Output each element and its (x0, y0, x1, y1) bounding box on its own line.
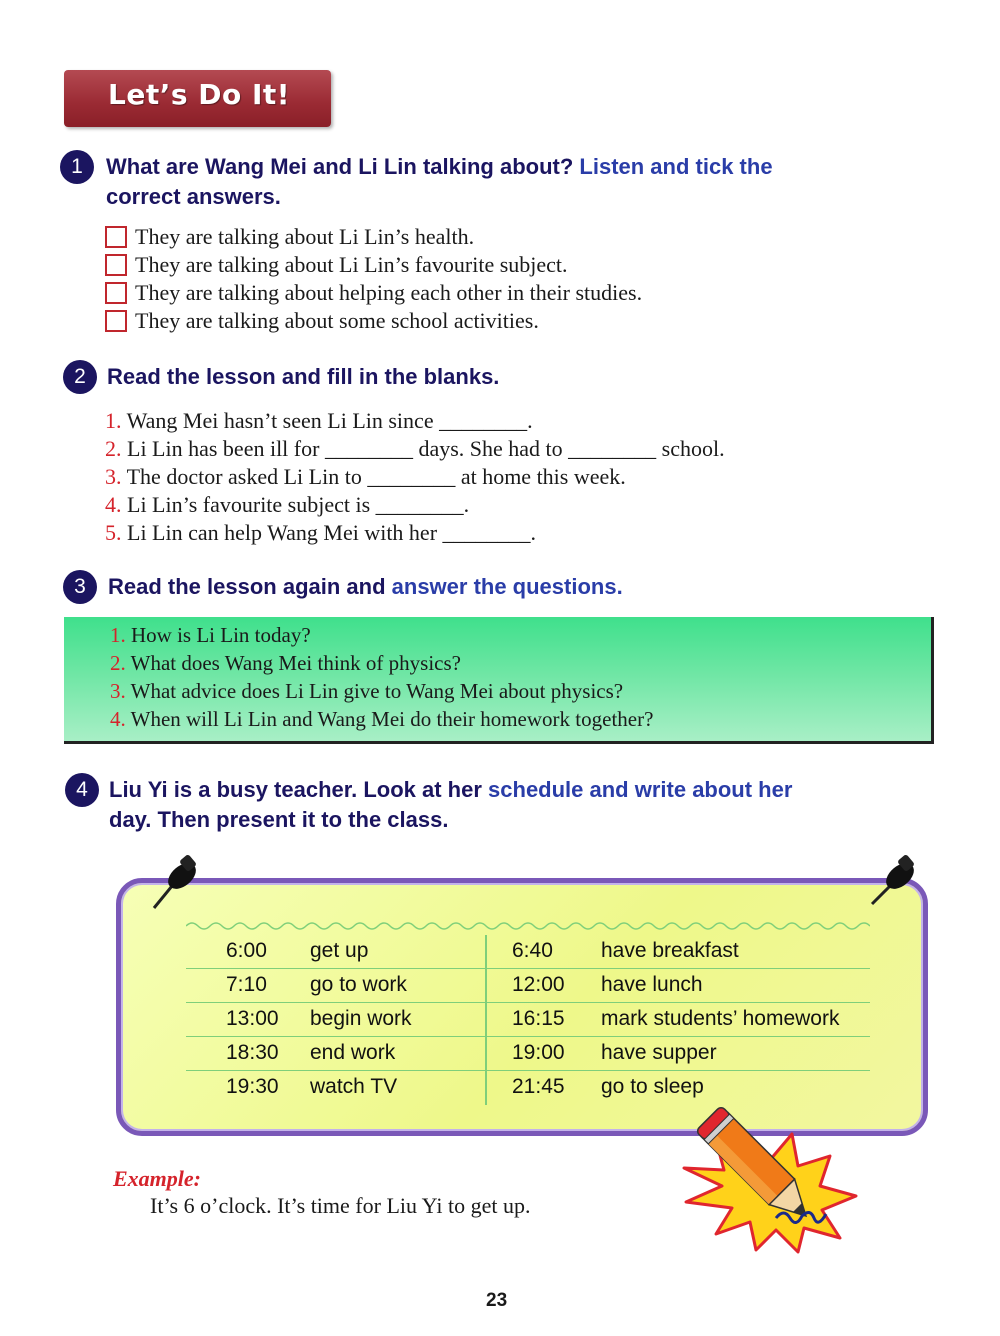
option-label: They are talking about helping each other in their studies. (135, 280, 643, 305)
schedule-row (186, 1003, 870, 1037)
question-text: What advice does Li Lin give to Wang Mei about physics? (130, 679, 624, 703)
section-banner (64, 70, 331, 127)
questions-box (64, 617, 934, 744)
pencil-icon (680, 1090, 880, 1255)
section-number-3: 3 (63, 570, 97, 604)
schedule-time: 18:30 (226, 1041, 279, 1064)
item-number: 5. (105, 520, 122, 545)
question-4 (110, 705, 653, 733)
section3-heading (108, 572, 623, 602)
schedule-time: 7:10 (226, 973, 267, 996)
schedule-activity: go to work (310, 973, 407, 996)
option-1[interactable] (105, 223, 474, 251)
wavy-divider (186, 920, 870, 932)
question-text: What does Wang Mei think of physics? (130, 651, 461, 675)
page-number: 23 (486, 1290, 508, 1311)
section1-heading (106, 152, 926, 212)
schedule-activity: get up (310, 939, 369, 962)
item-text: Li Lin’s favourite subject is ________. (127, 492, 470, 517)
option-label: They are talking about some school activities. (135, 308, 539, 333)
option-label: They are talking about Li Lin’s health. (135, 224, 475, 249)
checkbox[interactable] (105, 254, 127, 276)
section1-heading-part-b: Listen and tick the (573, 154, 773, 179)
question-number: 2. (110, 651, 126, 675)
option-4[interactable] (105, 307, 539, 335)
question-text: When will Li Lin and Wang Mei do their homework together? (130, 707, 654, 731)
schedule-time: 6:00 (226, 939, 267, 962)
pushpin-icon (146, 852, 204, 912)
question-text: How is Li Lin today? (131, 623, 311, 647)
item-number: 3. (105, 464, 122, 489)
schedule-time: 19:30 (226, 1075, 279, 1098)
pushpin-icon (866, 852, 924, 912)
schedule-activity: have lunch (601, 973, 703, 996)
schedule-row (186, 969, 870, 1003)
section4-heading-part-a: Liu Yi is a busy teacher. Look at her (109, 777, 489, 802)
option-2[interactable] (105, 251, 568, 279)
schedule-activity: begin work (310, 1007, 412, 1030)
schedule-activity: go to sleep (601, 1075, 704, 1098)
schedule-row (186, 1037, 870, 1071)
section3-heading-part-b: answer the questions. (391, 574, 623, 599)
item-text: Li Lin has been ill for ________ days. She had to ________ school. (127, 436, 725, 461)
schedule-time: 21:45 (512, 1075, 565, 1098)
item-number: 1. (105, 408, 122, 433)
example-label: Example: (113, 1166, 201, 1191)
question-number: 4. (110, 707, 126, 731)
section-number-1: 1 (60, 150, 94, 184)
item-number: 2. (105, 436, 122, 461)
section-number-2: 2 (63, 360, 97, 394)
section1-heading-part-a: What are Wang Mei and Li Lin talking about? (106, 154, 574, 179)
schedule-time: 19:00 (512, 1041, 565, 1064)
blank-item-4 (105, 491, 469, 519)
option-label: They are talking about Li Lin’s favourite subject. (135, 252, 568, 277)
item-text: The doctor asked Li Lin to ________ at home this week. (126, 464, 626, 489)
section4-heading (109, 775, 939, 835)
section-number-4: 4 (65, 773, 99, 807)
schedule-activity: have supper (601, 1041, 717, 1064)
schedule-activity: watch TV (310, 1075, 398, 1098)
item-text: Li Lin can help Wang Mei with her ________. (127, 520, 537, 545)
question-2 (110, 649, 461, 677)
blank-item-1 (105, 407, 533, 435)
blank-item-5 (105, 519, 536, 547)
item-number: 4. (105, 492, 122, 517)
section4-heading-part-b: schedule and write about her (488, 777, 793, 802)
schedule-time: 6:40 (512, 939, 553, 962)
blank-item-2 (105, 435, 725, 463)
checkbox[interactable] (105, 310, 127, 332)
question-3 (110, 677, 623, 705)
question-1 (110, 621, 311, 649)
schedule-activity: end work (310, 1041, 396, 1064)
blank-item-3 (105, 463, 626, 491)
section4-heading-part-c: day. Then present it to the class. (109, 807, 449, 832)
item-text: Wang Mei hasn’t seen Li Lin since ________. (126, 408, 533, 433)
option-3[interactable] (105, 279, 642, 307)
schedule-activity: mark students’ homework (601, 1007, 840, 1030)
question-number: 1. (110, 623, 126, 647)
section3-heading-part-a: Read the lesson again and (108, 574, 392, 599)
example-text: It’s 6 o’clock. It’s time for Liu Yi to get up. (150, 1193, 531, 1218)
schedule-row (186, 935, 870, 969)
section1-heading-part-c: correct answers. (106, 184, 281, 209)
schedule-time: 13:00 (226, 1007, 279, 1030)
schedule-time: 12:00 (512, 973, 565, 996)
schedule-activity: have breakfast (601, 939, 739, 962)
banner-title: Let’s Do It! (108, 78, 291, 111)
question-number: 3. (110, 679, 126, 703)
section2-heading: Read the lesson and fill in the blanks. (107, 364, 500, 389)
schedule-time: 16:15 (512, 1007, 565, 1030)
checkbox[interactable] (105, 282, 127, 304)
schedule-column-divider (485, 935, 487, 1105)
checkbox[interactable] (105, 226, 127, 248)
